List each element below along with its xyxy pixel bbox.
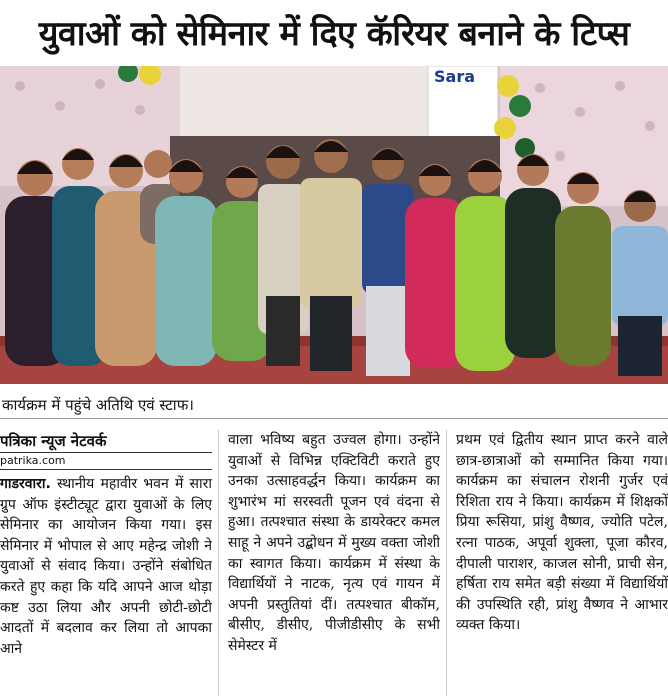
- byline-url: patrika.com: [0, 453, 212, 470]
- banner-text: Sara: [434, 67, 476, 86]
- article-column-1: [0, 430, 212, 696]
- column-divider: [446, 430, 447, 696]
- article-text-col3: प्रथम एवं द्वितीय स्थान प्राप्त करने वाले छात्र-छात्राओं को सम्मानित किया गया। कार्यक्रम का संचालन रोशनी गुर्जर एवं रिशिता राय ने किया। कार्यक्रम में शिक्षकों प्रिया रूसिया, प्रांशु वैष्णव, ज्योति पटेल, रत्ना पाठक, अपूर्वा शुक्ला, पूजा कौरव, दीपाली पाराशर, काजल सोनी, प्राची सेन, हर्षिता राय समेत बड़ी संख्या में विद्यार्थियों की उपस्थिति रही, प्रांशु वैष्णव ने आभार व्यक्त किया।: [456, 432, 668, 634]
- article-column-3: [456, 430, 668, 696]
- article-text-col1: स्थानीय महावीर भवन में सारा ग्रुप ऑफ इंस्टीट्यूट द्वारा युवाओं के लिए सेमिनार का आयोजन किया गया। इस सेमिनार में भोपाल से आए महेन्द्र जोशी ने युवाओं से संवाद किया। उन्होंने संबोधित करते हुए कहा कि यदि आपने आज थोड़ा कष्ट उठा लिया और अपनी छोटी-छोटी आदतों में बदलाव कर लिया तो आपका आने: [0, 476, 212, 657]
- column-divider: [218, 430, 219, 696]
- article-column-2: [228, 430, 440, 696]
- article-text-col2: वाला भविष्य बहुत उज्वल होगा। उन्होंने युवाओं से विभिन्न एक्टिविटी कराते हुए उनका उत्साहवर्द्धन किया। कार्यक्रम का शुभारंभ मां सरस्वती पूजन एवं वंदना से हुआ। तत्पश्चात संस्था के डायरेक्टर कमल साहू ने अपने उद्बोधन में मुख्य वक्ता जोशी का स्वागत किया। कार्यक्रम में संस्था के विद्यार्थियों ने नाटक, नृत्य एवं गायन में अपनी प्रस्तुतियां दीं। तत्पश्चात बीकॉम, बीसीए, डीसीए, पीजीडीसीए के सभी सेमेस्टर में: [228, 432, 440, 654]
- dateline: गाडरवारा.: [0, 476, 51, 492]
- photo-caption: कार्यक्रम में पहुंचे अतिथि एवं स्टाफ।: [0, 392, 668, 419]
- headline: युवाओं को सेमिनार में दिए कॅरियर बनाने के टिप्स: [38, 14, 630, 54]
- byline-name: पत्रिका न्यूज नेटवर्क: [0, 432, 212, 453]
- group-photo: [0, 66, 668, 384]
